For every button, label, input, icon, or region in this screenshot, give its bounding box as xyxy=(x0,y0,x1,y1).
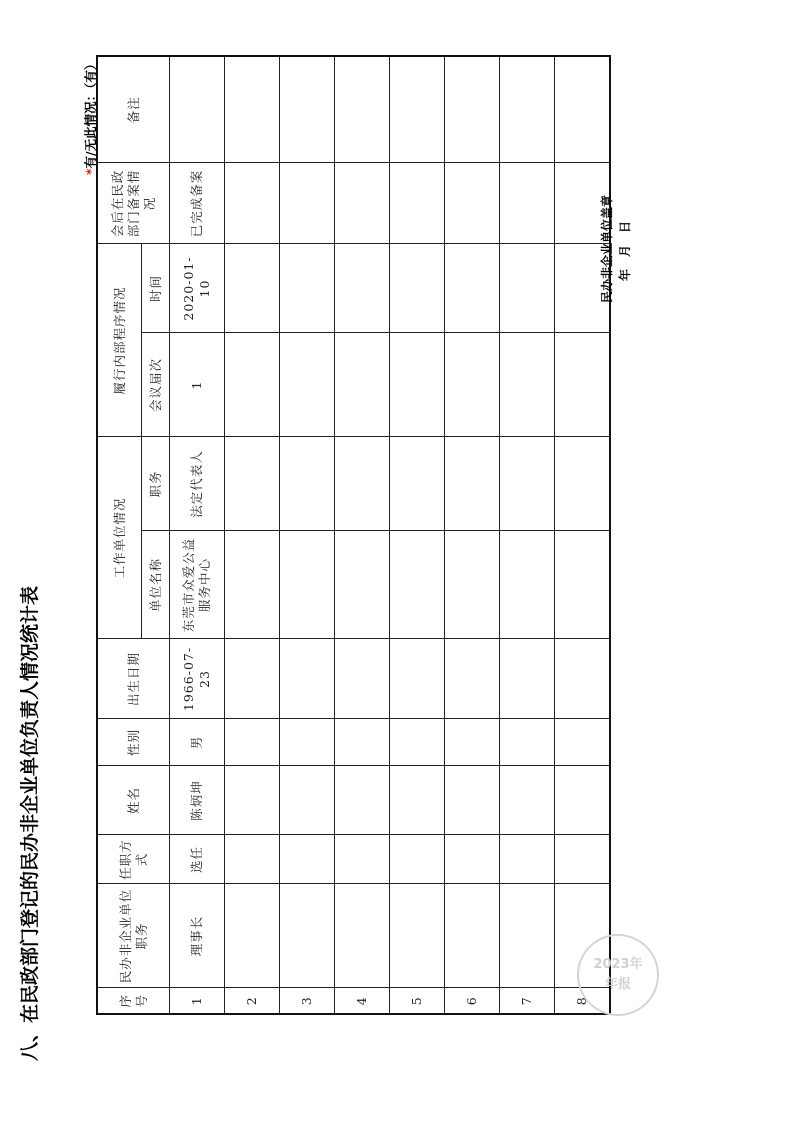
leader-table xyxy=(96,55,611,1015)
cell-gender xyxy=(445,719,500,766)
table-row xyxy=(225,56,280,1014)
cell-seq: 8 xyxy=(555,988,611,1014)
cell-unit-name xyxy=(445,531,500,639)
cell-gender xyxy=(555,719,611,766)
cell-record xyxy=(335,163,390,244)
cell-unit-name xyxy=(500,531,555,639)
stamp-date xyxy=(616,195,634,303)
header-time: 时间 xyxy=(142,244,170,333)
status-text: 有/无此情况：（有） xyxy=(83,57,98,169)
cell-record xyxy=(280,163,335,244)
cell-record xyxy=(445,163,500,244)
cell-position xyxy=(225,884,280,988)
cell-birth xyxy=(225,639,280,719)
stamp-footer xyxy=(598,195,634,303)
header-record: 会后在民政部门备案情况 xyxy=(97,163,170,244)
cell-position xyxy=(280,884,335,988)
cell-session xyxy=(335,333,390,437)
cell-session xyxy=(225,333,280,437)
cell-time xyxy=(445,244,500,333)
cell-birth xyxy=(280,639,335,719)
cell-gender xyxy=(335,719,390,766)
cell-position xyxy=(390,884,445,988)
page-title: 八、在民政部门登记的民办非企业单位负责人情况统计表 xyxy=(19,585,41,1061)
cell-time xyxy=(390,244,445,333)
cell-time xyxy=(500,244,555,333)
cell-name xyxy=(280,766,335,835)
cell-time xyxy=(225,244,280,333)
cell-seq: 2 xyxy=(225,988,280,1014)
cell-method xyxy=(225,835,280,884)
cell-birth xyxy=(390,639,445,719)
cell-seq: 1 xyxy=(170,988,225,1014)
cell-session xyxy=(555,333,611,437)
cell-remark xyxy=(390,56,445,163)
header-row-1 xyxy=(97,56,142,1014)
table-row xyxy=(280,56,335,1014)
cell-position xyxy=(335,884,390,988)
cell-name xyxy=(445,766,500,835)
seal-line-1: 2023年 xyxy=(593,957,643,972)
cell-record: 已完成备案 xyxy=(170,163,225,244)
stamp-label: 民办非企业单位盖章 xyxy=(600,194,614,303)
cell-record xyxy=(225,163,280,244)
cell-remark xyxy=(500,56,555,163)
date-year: 年 xyxy=(618,268,632,281)
cell-gender: 男 xyxy=(170,719,225,766)
cell-seq: 6 xyxy=(445,988,500,1014)
cell-name xyxy=(390,766,445,835)
cell-birth xyxy=(445,639,500,719)
cell-method xyxy=(280,835,335,884)
seal-line-2: 年报 xyxy=(604,977,631,992)
cell-method xyxy=(335,835,390,884)
header-remark: 备注 xyxy=(97,56,170,163)
cell-duty: 法定代表人 xyxy=(170,437,225,531)
table-row xyxy=(335,56,390,1014)
cell-session xyxy=(280,333,335,437)
cell-birth xyxy=(500,639,555,719)
cell-session: 1 xyxy=(170,333,225,437)
cell-duty xyxy=(335,437,390,531)
cell-session xyxy=(500,333,555,437)
cell-unit-name xyxy=(390,531,445,639)
cell-unit-name xyxy=(555,531,611,639)
table-row xyxy=(390,56,445,1014)
header-seq: 序号 xyxy=(97,988,170,1014)
cell-record xyxy=(390,163,445,244)
table-row xyxy=(445,56,500,1014)
cell-session xyxy=(390,333,445,437)
header-method: 任职方式 xyxy=(97,835,170,884)
cell-duty xyxy=(280,437,335,531)
cell-method xyxy=(390,835,445,884)
table-row xyxy=(170,56,225,1014)
cell-seq: 3 xyxy=(280,988,335,1014)
header-position: 民办非企业单位职务 xyxy=(97,884,170,988)
header-session: 会议届次 xyxy=(142,333,170,437)
date-month: 月 xyxy=(618,244,632,257)
header-procedure: 履行内部程序情况 xyxy=(97,244,142,437)
cell-name xyxy=(335,766,390,835)
cell-seq: 7 xyxy=(500,988,555,1014)
cell-unit-name xyxy=(335,531,390,639)
cell-name xyxy=(225,766,280,835)
header-gender: 性别 xyxy=(97,719,170,766)
cell-method xyxy=(555,835,611,884)
cell-name xyxy=(500,766,555,835)
required-mark: * xyxy=(83,168,98,175)
cell-time xyxy=(335,244,390,333)
cell-duty xyxy=(225,437,280,531)
cell-method xyxy=(500,835,555,884)
cell-birth: 1966-07-23 xyxy=(170,639,225,719)
cell-remark xyxy=(555,56,611,163)
cell-unit-name: 东莞市众爱公益服务中心 xyxy=(170,531,225,639)
cell-gender xyxy=(390,719,445,766)
header-birth: 出生日期 xyxy=(97,639,170,719)
cell-name xyxy=(555,766,611,835)
cell-position xyxy=(500,884,555,988)
date-day: 日 xyxy=(618,220,632,233)
cell-gender xyxy=(280,719,335,766)
cell-duty xyxy=(445,437,500,531)
cell-time xyxy=(280,244,335,333)
cell-gender xyxy=(500,719,555,766)
header-unit-name: 单位名称 xyxy=(142,531,170,639)
cell-unit-name xyxy=(225,531,280,639)
header-name: 姓名 xyxy=(97,766,170,835)
cell-remark xyxy=(170,56,225,163)
cell-session xyxy=(445,333,500,437)
header-work-unit: 工作单位情况 xyxy=(97,437,142,639)
cell-seq: 4 xyxy=(335,988,390,1014)
table-row xyxy=(500,56,555,1014)
cell-gender xyxy=(225,719,280,766)
cell-method xyxy=(445,835,500,884)
cell-duty xyxy=(390,437,445,531)
cell-time: 2020-01-10 xyxy=(170,244,225,333)
annual-report-seal xyxy=(577,934,659,1016)
cell-position: 理事长 xyxy=(170,884,225,988)
cell-remark xyxy=(445,56,500,163)
cell-remark xyxy=(335,56,390,163)
cell-unit-name xyxy=(280,531,335,639)
header-duty: 职务 xyxy=(142,437,170,531)
cell-seq: 5 xyxy=(390,988,445,1014)
cell-method: 选任 xyxy=(170,835,225,884)
cell-birth xyxy=(335,639,390,719)
cell-duty xyxy=(500,437,555,531)
cell-record xyxy=(500,163,555,244)
cell-birth xyxy=(555,639,611,719)
cell-duty xyxy=(555,437,611,531)
cell-remark xyxy=(225,56,280,163)
cell-position xyxy=(445,884,500,988)
cell-name: 陈炳坤 xyxy=(170,766,225,835)
cell-remark xyxy=(280,56,335,163)
